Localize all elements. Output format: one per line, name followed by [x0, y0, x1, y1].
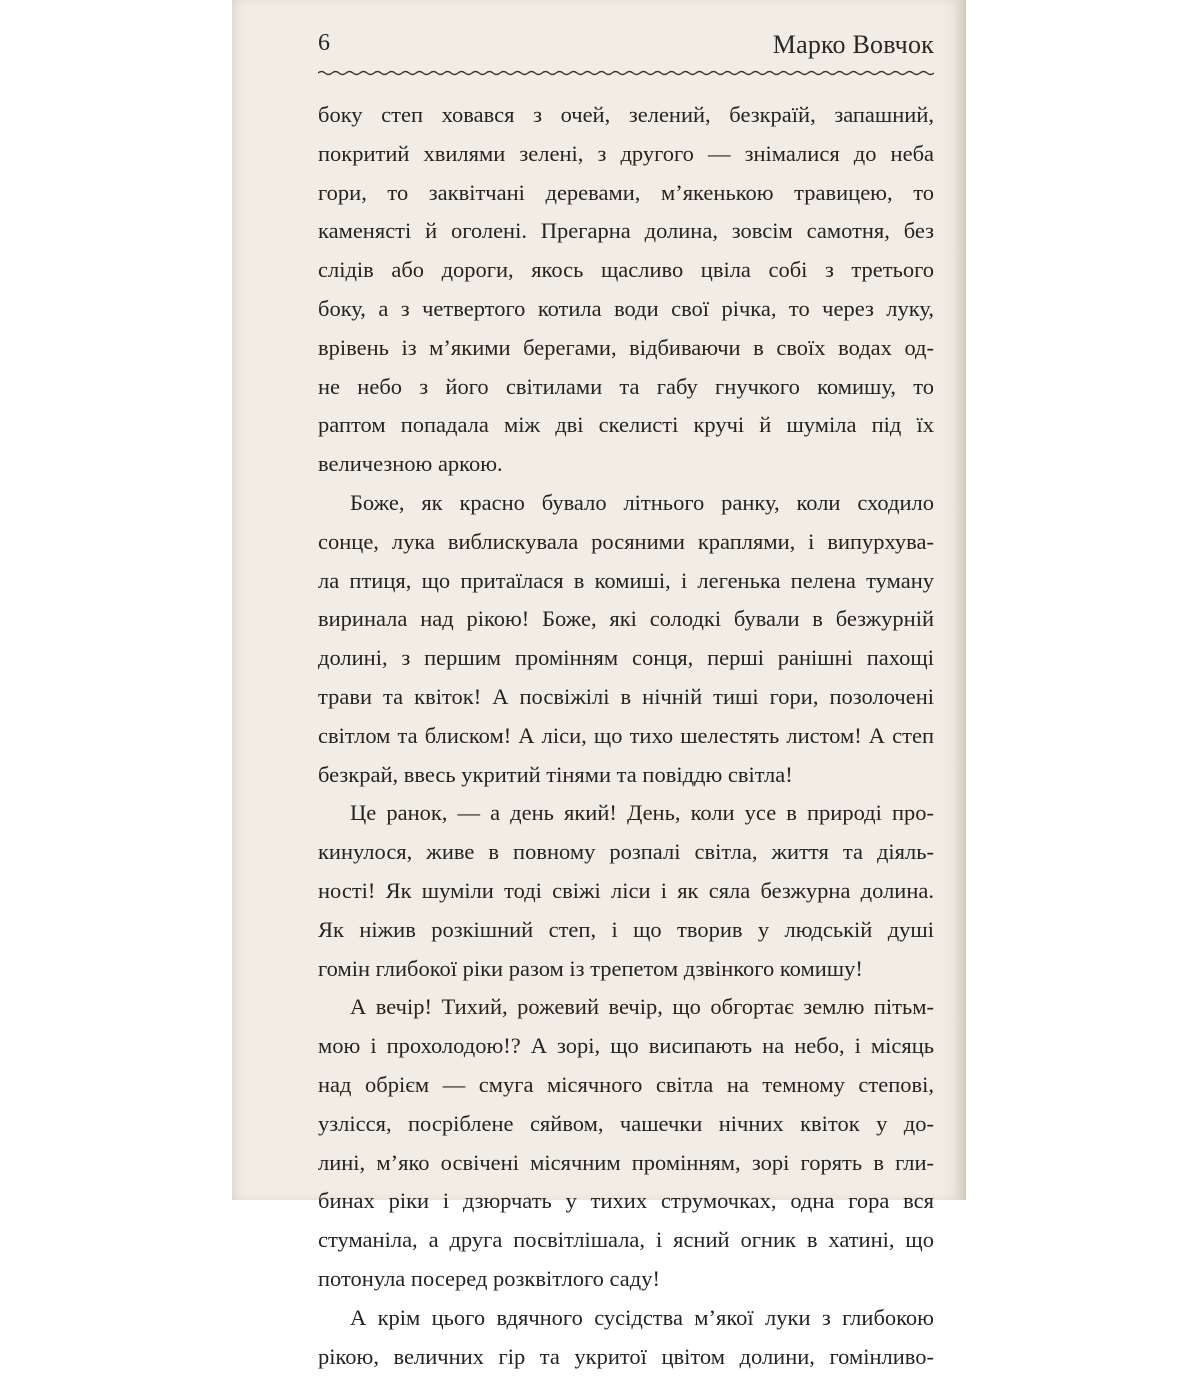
- page-number: 6: [318, 30, 330, 57]
- text-line: узлісся, посріблене сяйвом, чашечки нічних квіток у до-: [318, 1105, 934, 1144]
- paragraph-first-line: А вечір! Тихий, рожевий вечір, що обгортає землю пітьм-: [318, 988, 934, 1027]
- text-line: трави та квіток! А посвіжілі в нічній тиші гори, позолочені: [318, 678, 934, 717]
- text-line: мою і прохолодою!? А зорі, що висипають на небо, і місяць: [318, 1027, 934, 1066]
- text-line: бинах ріки і дзюрчать у тихих струмочках, одна гора вся: [318, 1182, 934, 1221]
- body-text: [318, 96, 934, 1376]
- text-line: Як ніжив розкішний степ, і що творив у людській душі: [318, 911, 934, 950]
- text-line: лині, м’яко освічені місячним промінням, зорі горять в гли-: [318, 1144, 934, 1183]
- text-line: над обрієм — смуга місячного світла на темному степові,: [318, 1066, 934, 1105]
- page-header: [318, 26, 934, 66]
- text-line: покритий хвилями зелені, з другого — знімалися до неба: [318, 135, 934, 174]
- text-line: виринала над рікою! Боже, які солодкі бували в безжурній: [318, 600, 934, 639]
- text-line: долині, з першим промінням сонця, перші ранішні пахощі: [318, 639, 934, 678]
- text-line: врівень із м’якими берегами, відбиваючи в своїх водах од-: [318, 329, 934, 368]
- text-line: світлом та блиском! А ліси, що тихо шелестять листом! А степ: [318, 717, 934, 756]
- text-line: гори, то заквітчані деревами, м’якенькою травицею, то: [318, 174, 934, 213]
- text-line: величезною аркою.: [318, 445, 934, 484]
- text-line: раптом попадала між дві скелисті кручі й шуміла під їх: [318, 406, 934, 445]
- text-line: кинулося, живе в повному розпалі світла, життя та діяль-: [318, 833, 934, 872]
- text-line: ності! Як шуміли тоді свіжі ліси і як сяла безжурна долина.: [318, 872, 934, 911]
- text-line: рікою, величних гір та укритої цвітом долини, гомінливо-: [318, 1338, 934, 1376]
- running-head-author: Марко Вовчок: [773, 30, 934, 60]
- text-line: ла птиця, що притаїлася в комиші, і легенька пелена туману: [318, 562, 934, 601]
- wavy-rule-divider: [318, 68, 934, 78]
- text-line: боку степ ховався з очей, зелений, безкраїй, запашний,: [318, 96, 934, 135]
- text-line: слідів або дороги, якось щасливо цвіла собі з третього: [318, 251, 934, 290]
- text-line: сонце, лука виблискувала росяними краплями, і випурхува-: [318, 523, 934, 562]
- text-line: безкрай, ввесь укритий тінями та повіддю світла!: [318, 756, 934, 795]
- paragraph-first-line: Боже, як красно бувало літнього ранку, коли сходило: [318, 484, 934, 523]
- text-line: боку, а з четвертого котила води свої річка, то через луку,: [318, 290, 934, 329]
- text-line: потонула посеред розквітлого саду!: [318, 1260, 934, 1299]
- text-line: стуманіла, а друга посвітлішала, і ясний огник в хатині, що: [318, 1221, 934, 1260]
- text-line: каменясті й оголені. Прегарна долина, зовсім самотня, без: [318, 212, 934, 251]
- paragraph-first-line: Це ранок, — а день який! День, коли усе в природі про-: [318, 794, 934, 833]
- paragraph-first-line: А крім цього вдячного сусідства м’якої луки з глибокою: [318, 1299, 934, 1338]
- page-edge: [956, 0, 966, 1200]
- text-line: гомін глибокої ріки разом із трепетом дзвінкого комишу!: [318, 950, 934, 989]
- text-line: не небо з його світилами та габу гнучкого комишу, то: [318, 368, 934, 407]
